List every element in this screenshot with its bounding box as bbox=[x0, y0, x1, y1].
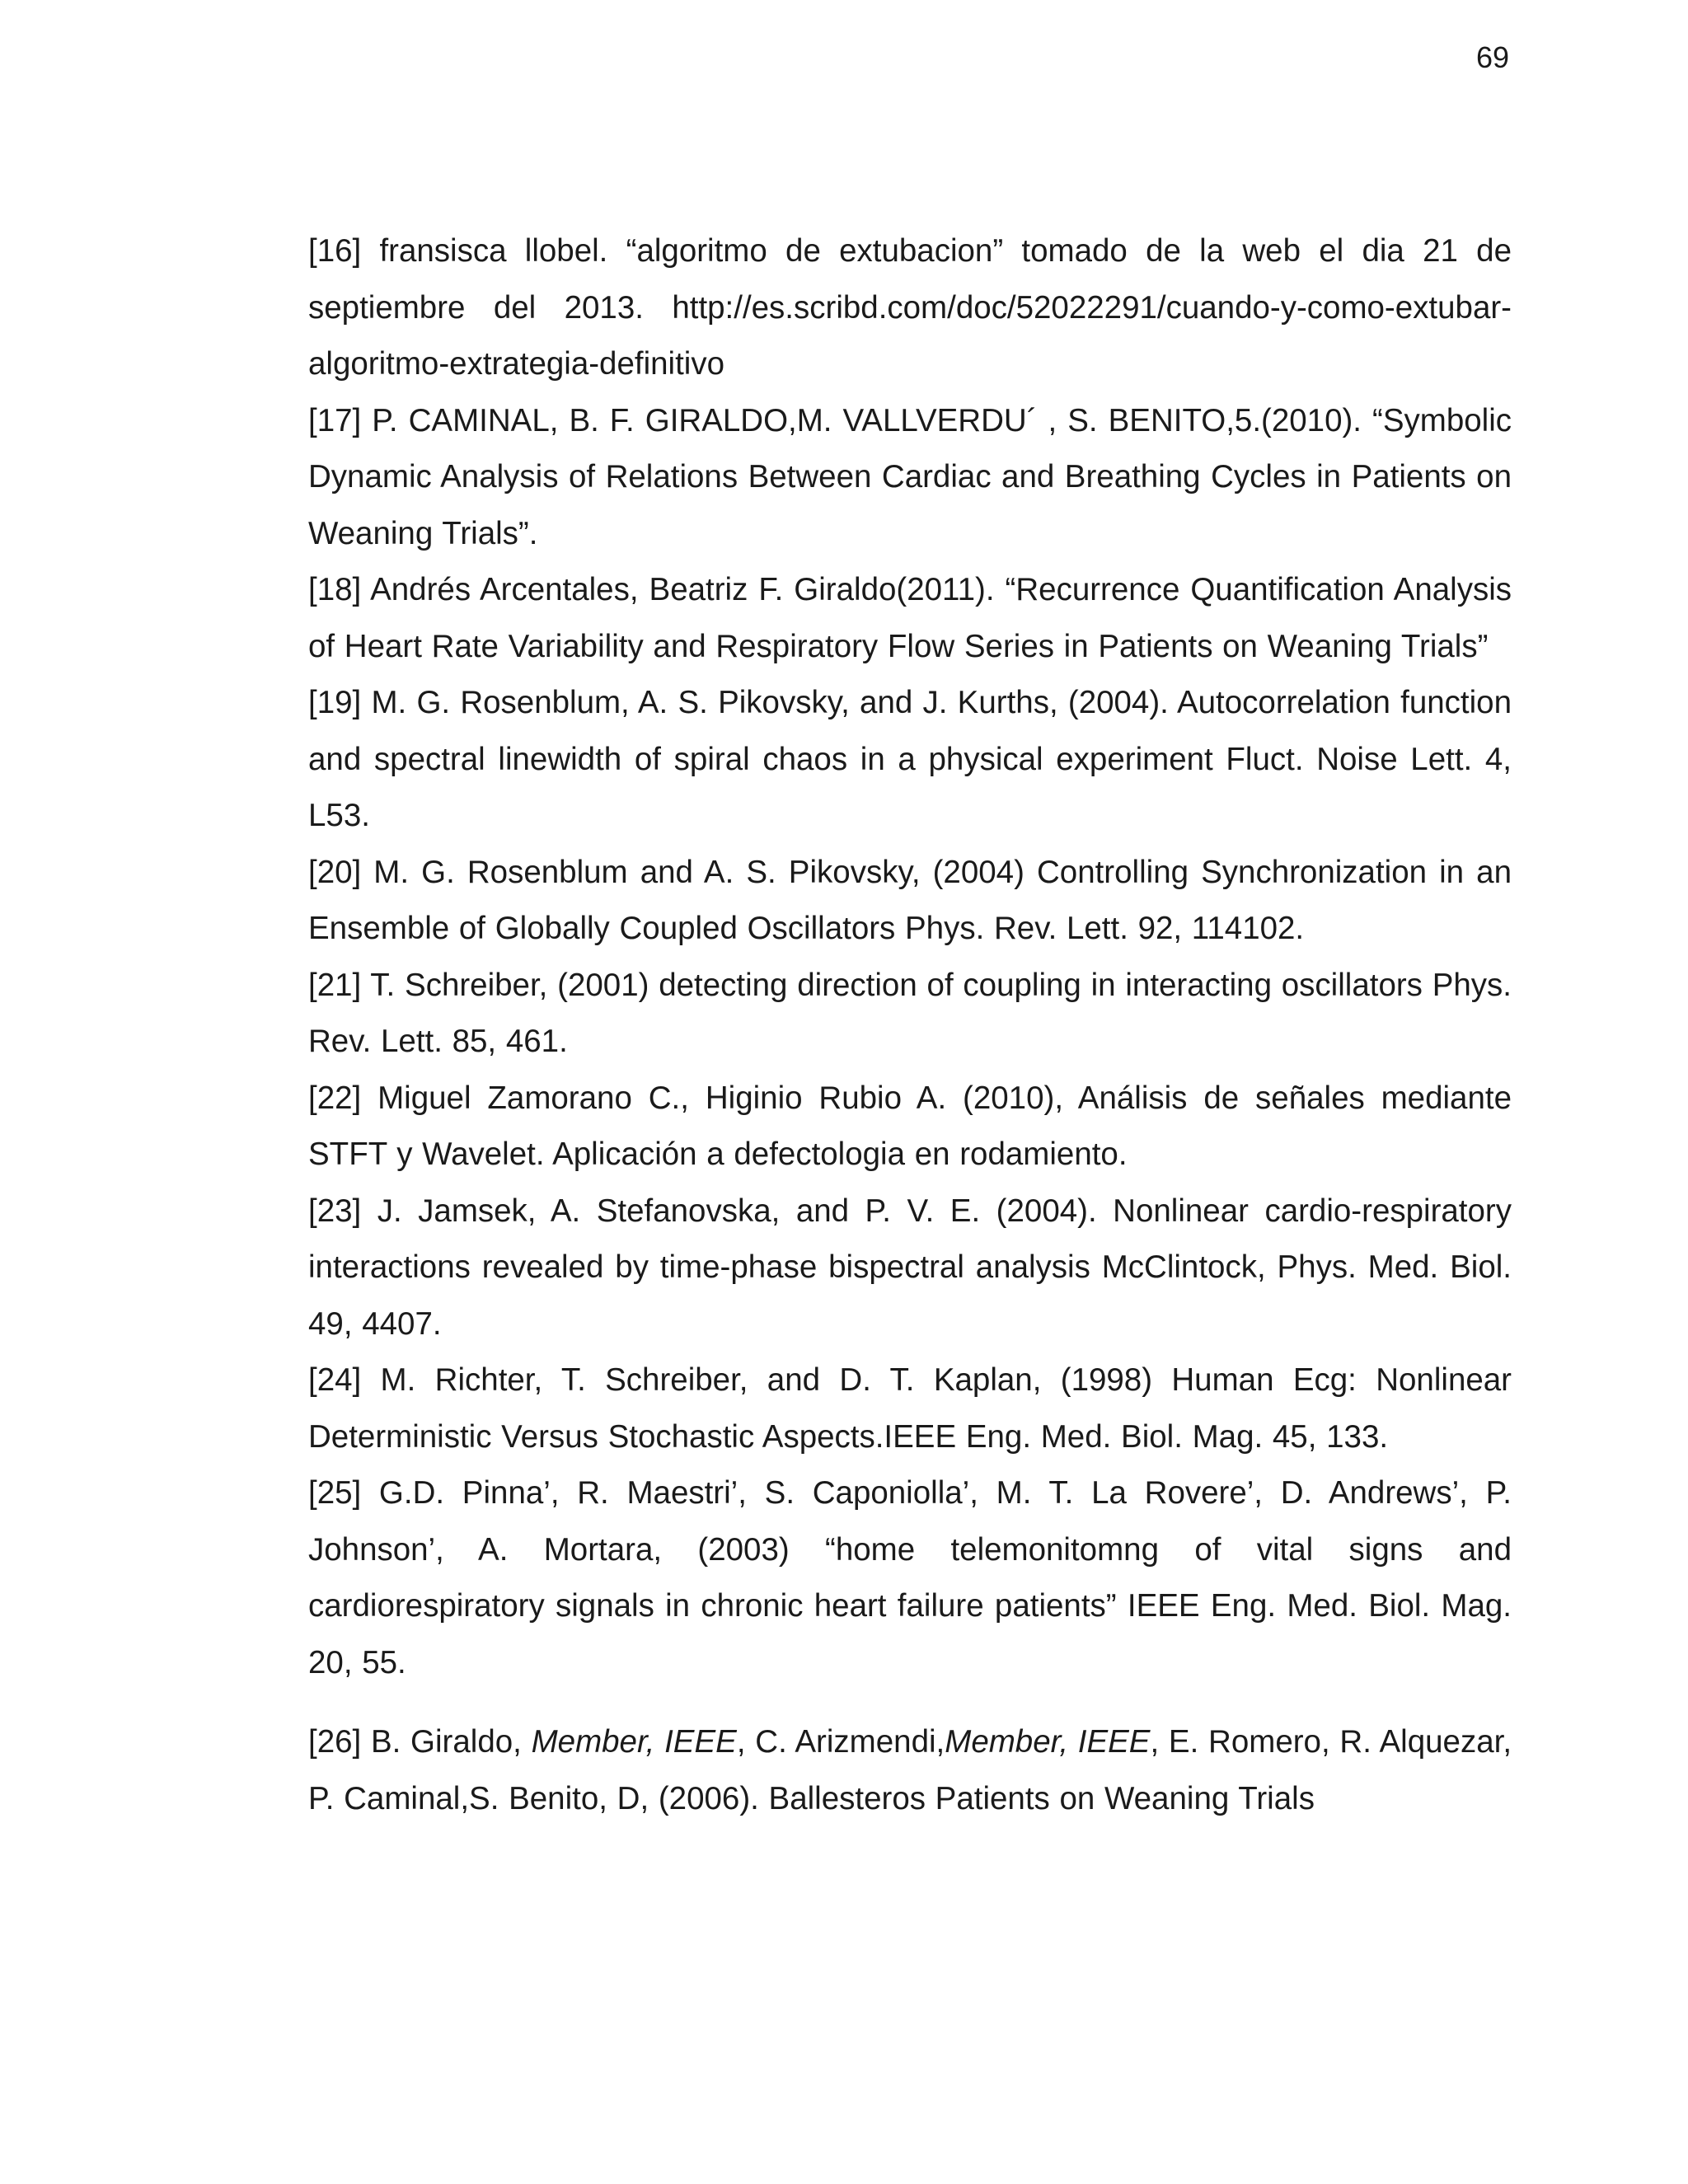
reference-24: [24] M. Richter, T. Schreiber, and D. T. Kaplan, (1998) Human Ecg: Nonlinear Deterministic Versus Stochastic Aspects.IEEE Eng. Med. Biol. Mag. 45, 133. bbox=[308, 1362, 1512, 1455]
reference-26-member-ieee-2: Member, IEEE bbox=[945, 1724, 1151, 1760]
reference-23: [23] J. Jamsek, A. Stefanovska, and P. V. E. (2004). Nonlinear cardio-respiratory interactions revealed by time-phase bispectral analysis McClintock, Phys. Med. Biol. 49, 4407. bbox=[308, 1193, 1512, 1342]
reference-26-member-ieee-1: Member, IEEE bbox=[531, 1724, 737, 1760]
references-list bbox=[308, 223, 1512, 1827]
reference-20: [20] M. G. Rosenblum and A. S. Pikovsky, (2004) Controlling Synchronization in an Ensemble of Globally Coupled Oscillators Phys. Rev. Lett. 92, 114102. bbox=[308, 854, 1512, 946]
reference-16: [16] fransisca llobel. “algoritmo de extubacion” tomado de la web el dia 21 de septiembre del 2013. http://es.scribd.com/doc/52022291/cuando-y-como-extubar-algoritmo-extrategia-definitivo bbox=[308, 233, 1512, 382]
page-number: 69 bbox=[1475, 40, 1509, 74]
reference-17: [17] P. CAMINAL, B. F. GIRALDO,M. VALLVERDU´ , S. BENITO,5.(2010). “Symbolic Dynamic Analysis of Relations Between Cardiac and Breathing Cycles in Patients on Weaning Trials”. bbox=[308, 402, 1512, 551]
reference-26-part-2: , C. Arizmendi, bbox=[736, 1724, 945, 1760]
reference-26-part-1: [26] B. Giraldo, bbox=[308, 1724, 532, 1760]
reference-18: [18] Andrés Arcentales, Beatriz F. Giraldo(2011). “Recurrence Quantification Analysis of Heart Rate Variability and Respiratory Flow Series in Patients on Weaning Trials” bbox=[308, 572, 1512, 664]
reference-26 bbox=[308, 1714, 1512, 1827]
reference-25: [25] G.D. Pinna’, R. Maestri’, S. Caponiolla’, M. T. La Rovere’, D. Andrews’, P. Johnson’, A. Mortara, (2003) “home telemonitomng of vital signs and cardiorespiratory signals in chronic heart failure patients” IEEE Eng. Med. Biol. Mag. 20, 55. bbox=[308, 1475, 1512, 1680]
reference-22: [22] Miguel Zamorano C., Higinio Rubio A. (2010), Análisis de señales mediante STFT y Wavelet. Aplicación a defectologia en rodamiento. bbox=[308, 1080, 1512, 1172]
reference-26-part-3: , E. Romero, R. Alquezar, P. Caminal,S. Benito, D, (2006). Ballesteros Patients on Weaning Trials bbox=[308, 1724, 1512, 1816]
reference-19: [19] M. G. Rosenblum, A. S. Pikovsky, and J. Kurths, (2004). Autocorrelation function and spectral linewidth of spiral chaos in a physical experiment Fluct. Noise Lett. 4, L53. bbox=[308, 685, 1512, 833]
reference-21: [21] T. Schreiber, (2001) detecting direction of coupling in interacting oscillators Phys. Rev. Lett. 85, 461. bbox=[308, 967, 1512, 1059]
